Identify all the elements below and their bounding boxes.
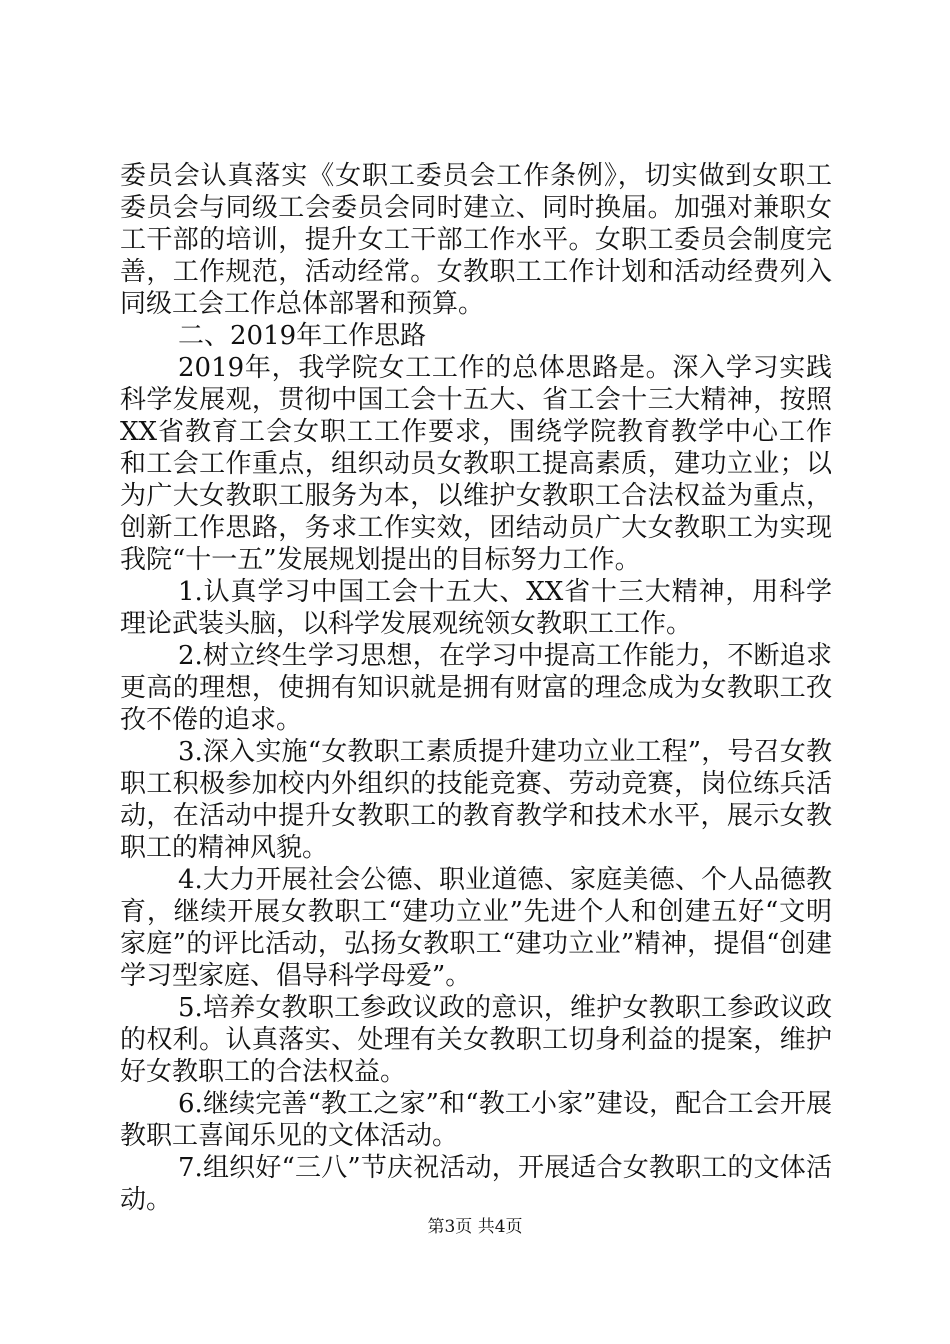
section-heading: 二、2019年工作思路	[178, 321, 427, 351]
list-item-2: 2.树立终生学习思想，在学习中提高工作能力，不断追求更高的理想，使拥有知识就是拥有财富的理念成为女教职工孜孜不倦的追求。	[120, 641, 832, 735]
paragraph-continuation: 委员会认真落实《女职工委员会工作条例》，切实做到女职工委员会与同级工会委员会同时建立、同时换届。加强对兼职女工干部的培训，提升女工干部工作水平。女职工委员会制度完善，工作规范，活动经常。女教职工工作计划和活动经费列入同级工会工作总体部署和预算。	[120, 161, 832, 319]
paragraph-overview: 2019年，我学院女工工作的总体思路是。深入学习实践科学发展观，贯彻中国工会十五大、省工会十三大精神，按照XX省教育工会女职工工作要求，围绕学院教育教学中心工作和工会工作重点，组织动员女教职工提高素质，建功立业；以为广大女教职工服务为本，以维护女教职工合法权益为重点，创新工作思路，务求工作实效，团结动员广大女教职工为实现我院“十一五”发展规划提出的目标努力工作。	[120, 353, 832, 575]
list-item-5: 5.培养女教职工参政议政的意识，维护女教职工参政议政的权利。认真落实、处理有关女教职工切身利益的提案，维护好女教职工的合法权益。	[120, 993, 832, 1087]
list-item-1: 1.认真学习中国工会十五大、XX省十三大精神，用科学理论武装头脑，以科学发展观统领女教职工工作。	[120, 577, 832, 639]
list-item-3: 3.深入实施“女教职工素质提升建功立业工程”，号召女教职工积极参加校内外组织的技能竞赛、劳动竞赛，岗位练兵活动，在活动中提升女教职工的教育教学和技术水平，展示女教职工的精神风貌。	[120, 737, 832, 863]
page-footer: 第3页 共4页	[427, 1217, 523, 1237]
list-item-4: 4.大力开展社会公德、职业道德、家庭美德、个人品德教育，继续开展女教职工“建功立业”先进个人和创建五好“文明家庭”的评比活动，弘扬女教职工“建功立业”精神，提倡“创建学习型家庭、倡导科学母爱”。	[120, 865, 832, 991]
list-item-6: 6.继续完善“教工之家”和“教工小家”建设，配合工会开展教职工喜闻乐见的文体活动。	[120, 1089, 832, 1151]
document-body	[120, 160, 832, 1216]
list-item-7: 7.组织好“三八”节庆祝活动，开展适合女教职工的文体活动。	[120, 1153, 832, 1215]
